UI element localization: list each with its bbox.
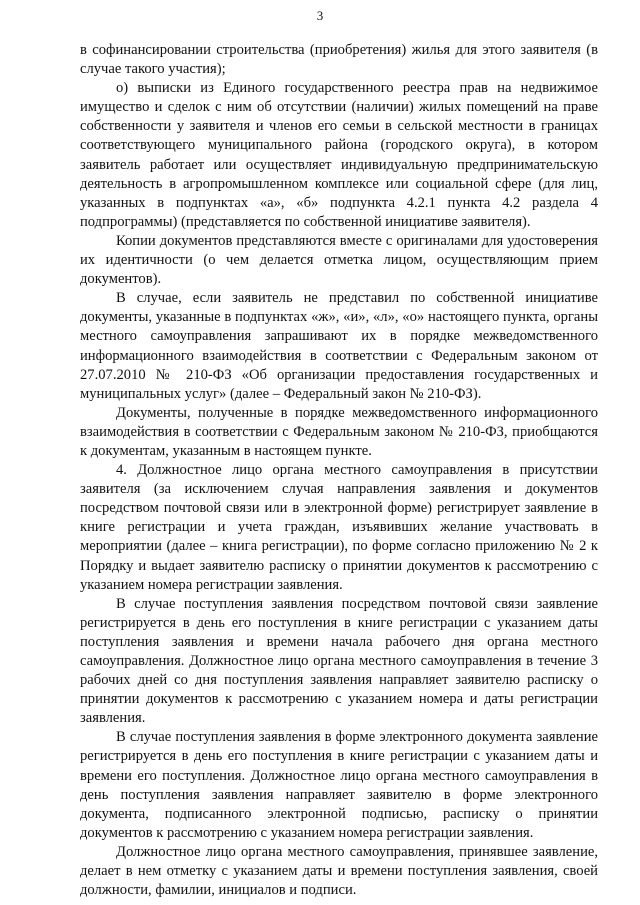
paragraph-7: В случае поступления заявления посредством почтовой связи заявление регистрируется в день его поступления в книге регистрации с указанием даты поступления заявления и времени начала рабочего дня органа местного самоуправления. Должностное лицо органа местного самоуправления в течение 3 рабочих дней со дня поступления заявления направляет заявителю расписку о принятии документов к рассмотрению с указанием номера и даты регистрации заявления. <box>80 595 598 727</box>
paragraph-2: о) выписки из Единого государственного реестра прав на недвижимое имущество и сделок с ним об отсутствии (наличии) жилых помещений на праве собственности у заявителя и членов его семьи в сельской местности в границах соответствующего муниципального района (городского округа), в котором заявитель работает или осуществляет индивидуальную предпринимательскую деятельность в агропромышленном комплексе или социальной сфере (для лиц, указанных в подпунктах «а», «б» подпункта 4.2.1 пункта 4.2 раздела 4 подпрограммы) (представляется по собственной инициативе заявителя). <box>80 80 598 230</box>
paragraph-6: 4. Должностное лицо органа местного самоуправления в присутствии заявителя (за исключением случая направления заявления и документов посредством почтовой связи или в электронной форме) регистрирует заявление в книге регистрации и учета граждан, изъявивших желание участвовать в мероприятии (далее – книга регистрации), по форме согласно приложению № 2 к Порядку и выдает заявителю расписку о принятии документов к рассмотрению с указанием номера регистрации заявления. <box>80 462 598 593</box>
paragraph-9: Должностное лицо органа местного самоуправления, принявшее заявление, делает в нем отметку с указанием даты и времени поступления заявления, своей должности, фамилии, инициалов и подписи. <box>80 843 598 899</box>
page-number: 3 <box>316 8 324 23</box>
paragraph-3: Копии документов представляются вместе с оригиналами для удостоверения их идентичности (о чем делается отметка лицом, осуществляющим прием документов). <box>80 232 598 288</box>
paragraph-1: в софинансировании строительства (приобретения) жилья для этого заявителя (в случае такого участия); <box>80 42 598 78</box>
document-body <box>80 41 598 900</box>
paragraph-4: В случае, если заявитель не представил по собственной инициативе документы, указанные в подпунктах «ж», «и», «л», «о» настоящего пункта, органы местного самоуправления запрашивают их в порядке межведомственного информационного взаимодействия в соответствии с Федеральным законом от 27.07.2010 № 210-ФЗ «Об организации предоставления государственных и муниципальных услуг» (далее – Федеральный закон № 210-ФЗ). <box>80 290 598 402</box>
paragraph-5: Документы, полученные в порядке межведомственного информационного взаимодействия в соответствии с Федеральным законом № 210-ФЗ, приобщаются к документам, указанным в настоящем пункте. <box>80 404 598 459</box>
paragraph-8: В случае поступления заявления в форме электронного документа заявление регистрируется в день его поступления в книге регистрации с указанием даты и времени его поступления. Должностное лицо органа местного самоуправления в день поступления заявления направляет заявителю в форме электронного документа, подписанного электронной подписью, расписку о принятии документов к рассмотрению с указанием номера регистрации заявления. <box>80 729 598 841</box>
